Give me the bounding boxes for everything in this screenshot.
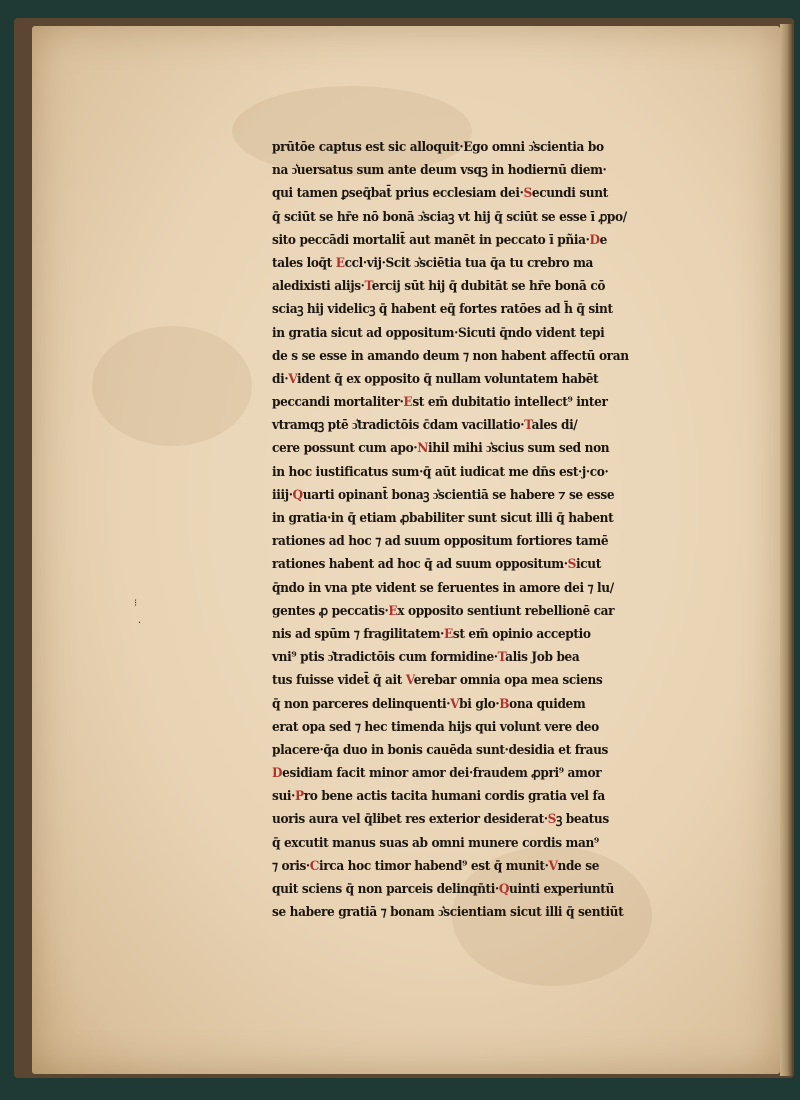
line-text: ident q̄ ex opposito q̄ nullam voluntatem habēt bbox=[297, 370, 599, 386]
text-line bbox=[272, 738, 706, 761]
text-line bbox=[272, 158, 706, 181]
line-text: alis Job bea bbox=[505, 649, 580, 665]
page-edge bbox=[780, 24, 792, 1076]
text-line bbox=[272, 576, 706, 599]
line-text: sui· bbox=[272, 788, 295, 804]
text-line bbox=[272, 761, 706, 784]
text-line bbox=[272, 506, 706, 529]
rubricated-initial: C bbox=[309, 857, 320, 873]
line-text: aledixisti alijs· bbox=[272, 278, 365, 294]
line-text: st em̄ opinio acceptio bbox=[452, 625, 591, 641]
text-line bbox=[272, 460, 706, 483]
text-line bbox=[272, 228, 706, 251]
line-text: e bbox=[599, 231, 607, 247]
line-text: q̄ndo in vna pte vident se feruentes in amore dei ⁊ lu/ bbox=[272, 579, 614, 595]
line-text: qui tamen ꝑseq̄bat̄ prius ecclesiam dei· bbox=[272, 185, 524, 201]
line-text: ꝫ beatus bbox=[556, 811, 609, 827]
rubricated-initial: V bbox=[548, 857, 558, 873]
line-text: uoris aura vel q̄libet res exterior desiderat· bbox=[272, 811, 548, 827]
line-text: x opposito sentiunt rebellionē car bbox=[397, 602, 615, 618]
line-text: ccl·vij·Scit ɔ͛sciētia tua q̄a tu crebro ma bbox=[344, 254, 594, 270]
rubricated-initial: S bbox=[547, 811, 557, 827]
text-line bbox=[272, 831, 706, 854]
margin-mark: · bbox=[138, 618, 142, 629]
rubricated-initial: T bbox=[524, 417, 532, 433]
text-line bbox=[272, 552, 706, 575]
text-line bbox=[272, 854, 706, 877]
text-line bbox=[272, 529, 706, 552]
line-text: icut bbox=[576, 556, 601, 572]
line-text: peccandi mortaliter· bbox=[272, 394, 404, 410]
line-text: uinti experiuntū bbox=[509, 881, 614, 896]
line-text: in gratia sicut ad oppositum·Sicuti q̄ndo vident tepi bbox=[272, 324, 605, 340]
line-text: gentes ꝓ peccatis· bbox=[272, 602, 389, 618]
line-text: iiij· bbox=[272, 486, 293, 502]
rubricated-initial: N bbox=[417, 440, 428, 456]
line-text: nis ad spūm ⁊ fragilitatem· bbox=[272, 625, 445, 641]
rubricated-initial: E bbox=[444, 625, 453, 641]
line-text: uarti opinant̄ bonaꝫ ɔ͛scientiā se habere ⁊ se esse bbox=[302, 486, 615, 502]
line-text: sito peccādi mortalit̄ aut manēt in peccato ī pñia· bbox=[272, 231, 590, 247]
text-line bbox=[272, 367, 706, 390]
text-line bbox=[272, 321, 706, 344]
rubricated-initial: P bbox=[294, 788, 304, 804]
line-text: erebar omnia opa mea sciens bbox=[413, 672, 603, 688]
line-text: tus fuisse videt̄ q̄ ait bbox=[272, 672, 406, 688]
paper-stain bbox=[92, 326, 252, 446]
line-text: irca hoc timor habend⁹ est q̄ munit· bbox=[319, 857, 549, 873]
rubricated-initial: V bbox=[405, 672, 414, 688]
rubricated-initial: D bbox=[589, 231, 600, 247]
line-text: rationes ad hoc ⁊ ad suum oppositum fortiores tamē bbox=[272, 533, 609, 549]
line-text: prūtōe captus est sic alloquit·Ego omni ɔ͛scientia bo bbox=[272, 139, 604, 154]
text-line bbox=[272, 599, 706, 622]
text-line bbox=[272, 413, 706, 436]
text-line bbox=[272, 784, 706, 807]
line-text: ⁊ oris· bbox=[272, 857, 310, 873]
line-text: ihil mihi ɔ͛scius sum sed non bbox=[427, 440, 610, 456]
text-line bbox=[272, 483, 706, 506]
line-text: q̄ sciūt se hr̄e nō bonā ɔ͛sciaꝫ vt hij q̄ sciūt se esse ī ꝓpo/ bbox=[272, 208, 627, 224]
line-text: in hoc iustificatus sum·q̄ aūt iudicat me dn̄s est·j·co· bbox=[272, 463, 609, 479]
line-text: ona quidem bbox=[509, 695, 586, 711]
line-text: erat opa sed ⁊ hec timenda hijs qui volunt vere deo bbox=[272, 718, 599, 734]
line-text: ecundi sunt bbox=[531, 185, 608, 201]
line-text: rationes habent ad hoc q̄ ad suum oppositum· bbox=[272, 556, 568, 572]
line-text: na ɔ͛uersatus sum ante deum vsqꝫ in hodiernū diem· bbox=[272, 162, 607, 178]
text-line bbox=[272, 645, 706, 668]
text-line bbox=[272, 390, 706, 413]
text-line bbox=[272, 877, 706, 900]
line-text: ales di/ bbox=[531, 417, 578, 433]
text-line bbox=[272, 622, 706, 645]
line-text: quit sciens q̄ non parceis delinqn̄ti· bbox=[272, 881, 499, 896]
line-text: vni⁹ ptis ɔ͛tradictōis cum formidine· bbox=[272, 649, 498, 665]
line-text: q̄ excutit manus suas ab omni munere cordis man⁹ bbox=[272, 834, 599, 850]
line-text: vtramqꝫ ptē ɔ͛tradictōis c̄dam vacillatio· bbox=[272, 417, 525, 433]
text-line bbox=[272, 135, 706, 158]
rubricated-initial: E bbox=[388, 602, 398, 618]
rubricated-initial: E bbox=[403, 394, 413, 410]
line-text: q̄ non parceres delinquenti· bbox=[272, 695, 451, 711]
line-text: placere·q̄a duo in bonis cauēda sunt·desidia et fraus bbox=[272, 741, 608, 757]
rubricated-initial: B bbox=[499, 695, 510, 711]
text-line bbox=[272, 205, 706, 228]
text-line bbox=[272, 436, 706, 459]
rubricated-initial: Q bbox=[498, 881, 510, 896]
rubricated-initial: T bbox=[364, 278, 372, 294]
line-text: sciaꝫ hij videlicꝫ q̄ habent eq̄ fortes ratōes ad h̄ q̄ sint bbox=[272, 301, 613, 317]
line-text: di· bbox=[272, 370, 289, 386]
line-text: se habere gratiā ⁊ bonam ɔ͛scientiam sicut illi q̄ sentiūt bbox=[272, 904, 624, 920]
text-line bbox=[272, 251, 706, 274]
rubricated-initial: V bbox=[450, 695, 460, 711]
line-text: in gratia·in q̄ etiam ꝓbabiliter sunt sicut illi q̄ habent bbox=[272, 510, 614, 525]
rubricated-initial: T bbox=[497, 649, 506, 665]
text-line bbox=[272, 668, 706, 691]
text-line bbox=[272, 297, 706, 320]
line-text: nde se bbox=[557, 857, 600, 873]
line-text: bi glo· bbox=[459, 695, 500, 711]
text-line bbox=[272, 692, 706, 715]
rubricated-initial: E bbox=[335, 254, 345, 270]
rubricated-initial: Q bbox=[292, 486, 303, 502]
line-text: esidiam facit minor amor dei·fraudem ꝓpri⁹ amor bbox=[282, 765, 602, 781]
rubricated-initial: D bbox=[272, 765, 283, 781]
text-line bbox=[272, 274, 706, 297]
line-text: st em̄ dubitatio intellect⁹ inter bbox=[412, 394, 608, 410]
rubricated-initial: S bbox=[523, 185, 532, 201]
text-line bbox=[272, 715, 706, 738]
margin-mark: ⁝ bbox=[134, 598, 138, 609]
text-line bbox=[272, 344, 706, 367]
text-line bbox=[272, 181, 706, 204]
text-column bbox=[272, 135, 722, 923]
line-text: ercij sūt hij q̄ dubitāt se hr̄e bonā cō bbox=[371, 278, 606, 294]
line-text: tales loq̄t bbox=[272, 254, 336, 270]
line-text: ro bene actis tacita humani cordis gratia vel fa bbox=[303, 788, 605, 804]
line-text: cere possunt cum apo· bbox=[272, 440, 418, 456]
text-line bbox=[272, 807, 706, 830]
rubricated-initial: S bbox=[567, 556, 577, 572]
rubricated-initial: V bbox=[288, 370, 298, 386]
text-line bbox=[272, 900, 706, 923]
line-text: de s se esse in amando deum ⁊ non habent affectū oran bbox=[272, 347, 629, 363]
